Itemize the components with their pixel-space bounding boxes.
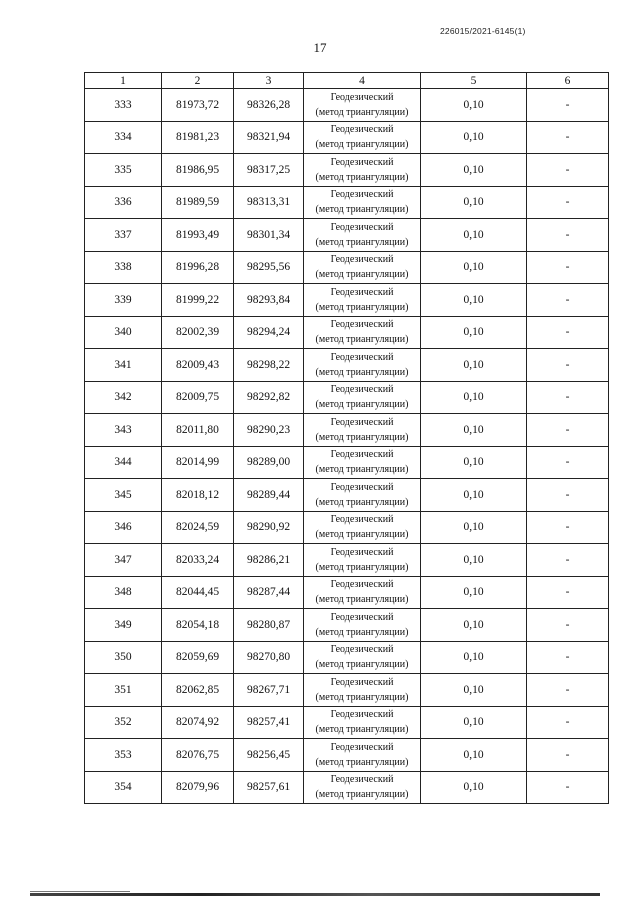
table-row [85,251,609,284]
coordinate-x-cell: 82009,75 [162,381,234,414]
table-row [85,284,609,317]
table-row [85,349,609,382]
point-number-cell: 353 [85,739,162,772]
method-line-2: (метод триангуляции) [315,301,409,313]
column-6-cell: - [527,479,609,512]
method-line-2: (метод триангуляции) [315,106,409,118]
column-header-2: 2 [162,73,234,89]
column-6-cell: - [527,641,609,674]
coordinate-y-cell: 98280,87 [234,609,304,642]
point-number-cell: 354 [85,771,162,804]
header-row [85,73,609,89]
table-row [85,544,609,577]
column-6-cell: - [527,674,609,707]
accuracy-cell: 0,10 [421,316,527,349]
method-line-1: Геодезический [330,254,394,266]
coordinate-x-cell: 82014,99 [162,446,234,479]
table-row [85,706,609,739]
column-6-cell: - [527,739,609,772]
method-line-1: Геодезический [330,644,394,656]
column-6-cell: - [527,121,609,154]
column-6-cell: - [527,414,609,447]
accuracy-cell: 0,10 [421,511,527,544]
column-6-cell: - [527,186,609,219]
method-cell [304,349,421,382]
method-line-1: Геодезический [330,579,394,591]
method-cell [304,674,421,707]
coordinate-x-cell: 81981,23 [162,121,234,154]
accuracy-cell: 0,10 [421,771,527,804]
accuracy-cell: 0,10 [421,641,527,674]
method-line-2: (метод триангуляции) [315,561,409,573]
method-cell [304,544,421,577]
method-line-2: (метод триангуляции) [315,139,409,151]
method-line-2: (метод триангуляции) [315,496,409,508]
column-6-cell: - [527,251,609,284]
table-row [85,381,609,414]
table-row [85,89,609,122]
column-6-cell: - [527,219,609,252]
coordinate-y-cell: 98292,82 [234,381,304,414]
method-cell [304,89,421,122]
coordinate-x-cell: 82002,39 [162,316,234,349]
method-cell [304,381,421,414]
column-header-4: 4 [304,73,421,89]
method-line-2: (метод триангуляции) [315,659,409,671]
method-cell [304,511,421,544]
accuracy-cell: 0,10 [421,479,527,512]
column-6-cell: - [527,576,609,609]
method-line-1: Геодезический [330,741,394,753]
method-cell [304,219,421,252]
method-line-1: Геодезический [330,189,394,201]
point-number-cell: 345 [85,479,162,512]
footer-rule [30,893,600,896]
accuracy-cell: 0,10 [421,674,527,707]
table-row [85,479,609,512]
method-cell [304,154,421,187]
table-row [85,414,609,447]
method-line-2: (метод триангуляции) [315,464,409,476]
table-body [85,89,609,804]
table-row [85,641,609,674]
accuracy-cell: 0,10 [421,446,527,479]
method-line-2: (метод триангуляции) [315,334,409,346]
accuracy-cell: 0,10 [421,739,527,772]
column-header-5: 5 [421,73,527,89]
accuracy-cell: 0,10 [421,349,527,382]
method-line-1: Геодезический [330,416,394,428]
method-line-1: Геодезический [330,286,394,298]
table-row [85,316,609,349]
table-header [85,73,609,89]
method-line-1: Геодезический [330,156,394,168]
accuracy-cell: 0,10 [421,609,527,642]
method-line-1: Геодезический [330,611,394,623]
point-number-cell: 340 [85,316,162,349]
method-cell [304,609,421,642]
accuracy-cell: 0,10 [421,381,527,414]
method-line-1: Геодезический [330,514,394,526]
point-number-cell: 338 [85,251,162,284]
coordinate-y-cell: 98267,71 [234,674,304,707]
point-number-cell: 351 [85,674,162,707]
coordinate-x-cell: 82044,45 [162,576,234,609]
point-number-cell: 336 [85,186,162,219]
method-cell [304,316,421,349]
column-6-cell: - [527,89,609,122]
point-number-cell: 335 [85,154,162,187]
column-header-1: 1 [85,73,162,89]
coordinate-y-cell: 98287,44 [234,576,304,609]
method-line-2: (метод триангуляции) [315,789,409,801]
table-row [85,511,609,544]
method-line-2: (метод триангуляции) [315,431,409,443]
method-line-2: (метод триангуляции) [315,626,409,638]
point-number-cell: 334 [85,121,162,154]
coordinate-y-cell: 98256,45 [234,739,304,772]
accuracy-cell: 0,10 [421,284,527,317]
method-line-2: (метод триангуляции) [315,171,409,183]
coordinate-x-cell: 81989,59 [162,186,234,219]
coordinate-x-cell: 81973,72 [162,89,234,122]
point-number-cell: 333 [85,89,162,122]
coordinate-y-cell: 98270,80 [234,641,304,674]
method-cell [304,186,421,219]
coordinate-x-cell: 82076,75 [162,739,234,772]
table-row [85,186,609,219]
table-row [85,154,609,187]
point-number-cell: 347 [85,544,162,577]
method-cell [304,414,421,447]
coordinate-y-cell: 98257,41 [234,706,304,739]
coordinate-y-cell: 98301,34 [234,219,304,252]
point-number-cell: 352 [85,706,162,739]
coordinate-x-cell: 82009,43 [162,349,234,382]
coordinate-x-cell: 81996,28 [162,251,234,284]
coordinate-y-cell: 98290,23 [234,414,304,447]
method-line-1: Геодезический [330,709,394,721]
point-number-cell: 348 [85,576,162,609]
table-row [85,739,609,772]
method-line-2: (метод триангуляции) [315,756,409,768]
method-line-2: (метод триангуляции) [315,269,409,281]
coordinate-y-cell: 98257,61 [234,771,304,804]
method-cell [304,284,421,317]
point-number-cell: 349 [85,609,162,642]
column-6-cell: - [527,316,609,349]
document-number: 226015/2021-6145(1) [440,26,526,36]
coordinate-y-cell: 98295,56 [234,251,304,284]
column-6-cell: - [527,771,609,804]
coordinate-x-cell: 81999,22 [162,284,234,317]
coordinate-y-cell: 98293,84 [234,284,304,317]
point-number-cell: 346 [85,511,162,544]
accuracy-cell: 0,10 [421,89,527,122]
coordinate-y-cell: 98313,31 [234,186,304,219]
point-number-cell: 339 [85,284,162,317]
coordinate-x-cell: 82018,12 [162,479,234,512]
method-line-1: Геодезический [330,774,394,786]
method-line-2: (метод триангуляции) [315,236,409,248]
method-line-1: Геодезический [330,481,394,493]
coordinate-x-cell: 82033,24 [162,544,234,577]
method-line-2: (метод триангуляции) [315,691,409,703]
point-number-cell: 350 [85,641,162,674]
column-6-cell: - [527,284,609,317]
coordinate-y-cell: 98321,94 [234,121,304,154]
method-cell [304,121,421,154]
point-number-cell: 337 [85,219,162,252]
accuracy-cell: 0,10 [421,706,527,739]
column-6-cell: - [527,381,609,414]
method-cell [304,706,421,739]
method-line-1: Геодезический [330,676,394,688]
method-line-1: Геодезический [330,384,394,396]
table-row [85,771,609,804]
method-line-1: Геодезический [330,319,394,331]
coordinate-x-cell: 82024,59 [162,511,234,544]
method-cell [304,739,421,772]
point-number-cell: 344 [85,446,162,479]
accuracy-cell: 0,10 [421,154,527,187]
column-6-cell: - [527,349,609,382]
accuracy-cell: 0,10 [421,576,527,609]
method-line-2: (метод триангуляции) [315,204,409,216]
coordinate-y-cell: 98286,21 [234,544,304,577]
coordinate-y-cell: 98290,92 [234,511,304,544]
coordinates-table [84,72,609,804]
column-6-cell: - [527,544,609,577]
method-line-2: (метод триангуляции) [315,724,409,736]
coordinate-x-cell: 82079,96 [162,771,234,804]
method-cell [304,479,421,512]
table-row [85,446,609,479]
coordinate-x-cell: 82074,92 [162,706,234,739]
table-row [85,674,609,707]
method-cell [304,576,421,609]
coordinate-x-cell: 81993,49 [162,219,234,252]
coordinate-y-cell: 98317,25 [234,154,304,187]
column-6-cell: - [527,609,609,642]
method-cell [304,641,421,674]
column-header-6: 6 [527,73,609,89]
table-row [85,121,609,154]
coordinate-y-cell: 98298,22 [234,349,304,382]
accuracy-cell: 0,10 [421,121,527,154]
method-line-1: Геодезический [330,221,394,233]
column-6-cell: - [527,706,609,739]
table-row [85,576,609,609]
coordinate-x-cell: 82059,69 [162,641,234,674]
column-header-3: 3 [234,73,304,89]
coordinate-x-cell: 82054,18 [162,609,234,642]
coordinate-x-cell: 82062,85 [162,674,234,707]
coordinate-y-cell: 98289,44 [234,479,304,512]
accuracy-cell: 0,10 [421,219,527,252]
coordinate-y-cell: 98289,00 [234,446,304,479]
method-line-2: (метод триангуляции) [315,399,409,411]
method-line-2: (метод триангуляции) [315,594,409,606]
method-line-1: Геодезический [330,351,394,363]
method-line-1: Геодезический [330,91,394,103]
method-line-1: Геодезический [330,546,394,558]
accuracy-cell: 0,10 [421,186,527,219]
accuracy-cell: 0,10 [421,544,527,577]
point-number-cell: 343 [85,414,162,447]
method-line-1: Геодезический [330,124,394,136]
coordinate-x-cell: 81986,95 [162,154,234,187]
table-row [85,219,609,252]
method-line-2: (метод триангуляции) [315,529,409,541]
method-line-2: (метод триангуляции) [315,366,409,378]
method-cell [304,446,421,479]
method-cell [304,251,421,284]
accuracy-cell: 0,10 [421,251,527,284]
page-number: 17 [313,40,327,55]
method-line-1: Геодезический [330,449,394,461]
footer-rule-short [30,891,130,892]
column-6-cell: - [527,154,609,187]
column-6-cell: - [527,511,609,544]
coordinate-y-cell: 98294,24 [234,316,304,349]
method-cell [304,771,421,804]
column-6-cell: - [527,446,609,479]
table-row [85,609,609,642]
coordinate-y-cell: 98326,28 [234,89,304,122]
point-number-cell: 342 [85,381,162,414]
point-number-cell: 341 [85,349,162,382]
accuracy-cell: 0,10 [421,414,527,447]
coordinate-x-cell: 82011,80 [162,414,234,447]
